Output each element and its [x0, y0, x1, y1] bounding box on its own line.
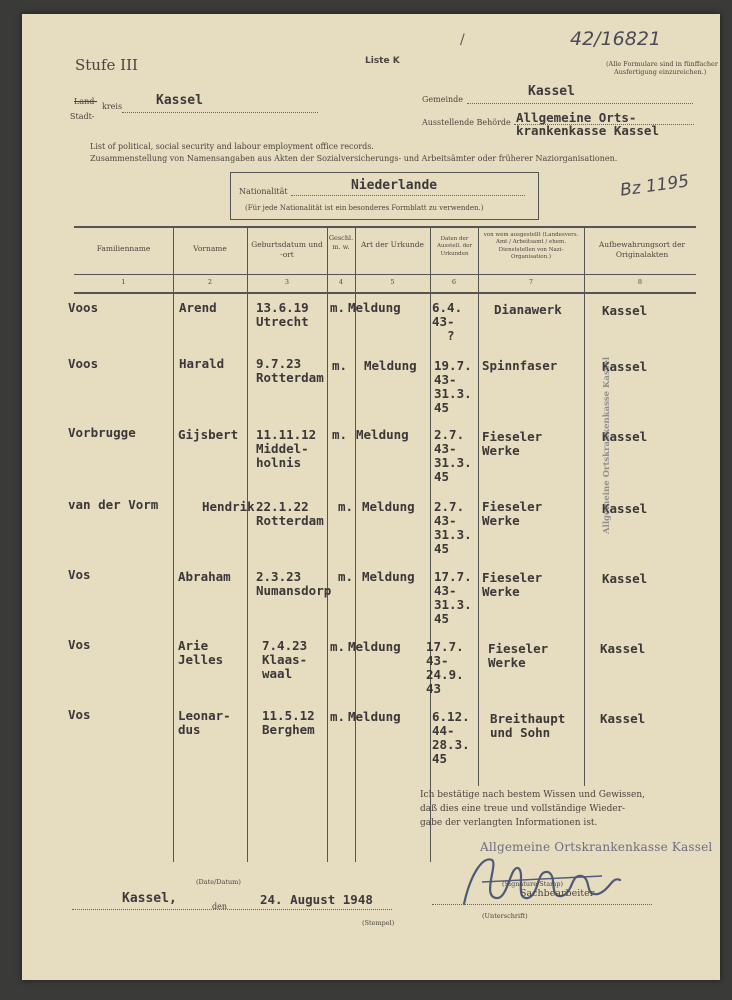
- storage-location: Kassel: [602, 303, 648, 318]
- column-header-7: von wem ausgestellt (Landesvers. Amt / Arbeitsamt / ehem. Dienststellen von Nazi-Organisation.): [483, 232, 579, 261]
- column-rule-5: [430, 226, 431, 862]
- birth-info: 2.3.23 Numansdorp: [256, 569, 332, 598]
- liste-label: Liste K: [365, 56, 400, 66]
- column-number-5: 5: [390, 278, 395, 286]
- table-header-rule: [74, 292, 696, 294]
- table-top-rule: [74, 226, 696, 228]
- column-header-8: Aufbewahrungsort der Originalakten: [598, 240, 686, 260]
- behoerde-dotted-line: [514, 124, 694, 125]
- given-name: Hendrik: [202, 499, 255, 514]
- column-number-1: 1: [121, 278, 126, 286]
- sex: m.: [332, 358, 348, 373]
- document-dates: 6.4. 43- ?: [432, 300, 463, 343]
- given-name: Arie Jelles: [178, 638, 224, 667]
- intro-german: Zusammenstellung von Namensangaben aus Akten der Sozialversicherungs- und Arbeitsämter oder früherer Naziorganisationen.: [90, 154, 618, 163]
- issuer: Dianawerk: [494, 302, 562, 317]
- sex: m.: [330, 639, 346, 654]
- family-name: Voos: [68, 356, 99, 371]
- nationality-value: Niederlande: [351, 178, 438, 193]
- behoerde-label: Ausstellende Behörde: [422, 118, 511, 127]
- nationality-note: (Für jede Nationalität ist ein besonderes Formblatt zu verwenden.): [245, 204, 484, 212]
- birth-info: 13.6.19 Utrecht: [256, 300, 309, 329]
- family-name: Voos: [68, 300, 99, 315]
- document-dates: 19.7. 43- 31.3. 45: [434, 358, 472, 415]
- document-type: Meldung: [362, 569, 415, 584]
- column-number-4: 4: [338, 278, 344, 286]
- document-dates: 2.7. 43- 31.3. 45: [434, 427, 472, 484]
- kreis-dotted-line: [122, 112, 318, 113]
- column-number-6: 6: [451, 278, 457, 286]
- column-rule-2: [247, 226, 248, 862]
- column-header-2: Vorname: [193, 244, 227, 253]
- column-number-8: 8: [637, 278, 643, 286]
- signature-dotted-line: [432, 904, 652, 905]
- unterschrift-label: (Unterschrift): [482, 912, 528, 920]
- column-number-3: 3: [284, 278, 290, 286]
- birth-info: 11.11.12 Middel- holnis: [256, 427, 317, 470]
- nationality-box: [230, 172, 539, 220]
- document-type: Meldung: [356, 427, 409, 442]
- stadt-label: Stadt-: [70, 112, 95, 121]
- certification-line-1: Ich bestätige nach bestem Wissen und Gewissen,: [420, 790, 646, 800]
- gemeinde-label: Gemeinde: [422, 95, 464, 104]
- column-header-6: Daten der Ausstell. der Urkunden: [436, 236, 473, 257]
- footer-den: den: [212, 902, 228, 911]
- document-dates: 6.12. 44- 28.3. 45: [432, 709, 470, 766]
- nationality-label: Nationalität: [239, 187, 288, 196]
- behoerde-value-1: Allgemeine Orts-: [516, 110, 637, 125]
- kreis-label: kreis: [102, 102, 123, 111]
- given-name: Harald: [179, 356, 225, 371]
- document-type: Meldung: [348, 709, 401, 724]
- table-number-rule: [74, 274, 696, 275]
- archive-number: 42/16821: [570, 28, 662, 50]
- document-dates: 17.7. 43- 24.9. 43: [426, 639, 464, 696]
- family-name: Vos: [68, 707, 91, 722]
- nationality-dotted-line: [291, 195, 525, 196]
- column-header-5: Art der Urkunde: [361, 240, 424, 249]
- issuer: Fieseler Werke: [488, 641, 549, 670]
- copies-note-2: Ausfertigung einzureichen.): [614, 68, 707, 76]
- date-label: (Date/Datum): [196, 878, 241, 886]
- sachbearbeiter-label: Sachbearbeiter: [520, 888, 595, 899]
- vertical-stamp: Allgemeine Ortskrankenkasse Kassel: [602, 356, 612, 534]
- birth-info: 22.1.22 Rotterdam: [256, 499, 324, 528]
- organization-stamp: Allgemeine Ortskrankenkasse Kassel: [480, 840, 713, 854]
- family-name: Vos: [68, 637, 91, 652]
- family-name: van der Vorm: [68, 497, 159, 512]
- certification-line-2: daß dies eine treue und vollständige Wieder-: [420, 804, 626, 814]
- gemeinde-value: Kassel: [528, 84, 575, 99]
- certification-line-3: gabe der verlangten Informationen ist.: [420, 818, 598, 828]
- document-type: Meldung: [348, 300, 401, 315]
- sex: m.: [330, 300, 346, 315]
- sex: m.: [338, 499, 354, 514]
- document-dates: 2.7. 43- 31.3. 45: [434, 499, 472, 556]
- handwritten-mark: Bz 1195: [618, 171, 691, 201]
- given-name: Abraham: [178, 569, 231, 584]
- footer-dotted-line: [72, 909, 392, 910]
- footer-place: Kassel,: [122, 891, 177, 906]
- column-header-1: Familienname: [96, 244, 151, 253]
- copies-note-1: (Alle Formulare sind in fünffacher: [606, 60, 719, 68]
- document-dates: 17.7. 43- 31.3. 45: [434, 569, 472, 626]
- column-number-2: 2: [207, 278, 213, 286]
- land-label: Land-: [74, 97, 98, 106]
- behoerde-value-2: krankenkasse Kassel: [516, 123, 659, 138]
- document-type: Meldung: [362, 499, 415, 514]
- document-type: Meldung: [348, 639, 401, 654]
- storage-location: Kassel: [602, 571, 648, 586]
- footer-date: 24. August 1948: [260, 892, 373, 907]
- column-rule-7: [584, 226, 585, 786]
- storage-location: Kassel: [600, 641, 646, 656]
- kreis-value: Kassel: [156, 93, 203, 108]
- column-rule-1: [173, 226, 174, 862]
- sex: m.: [338, 569, 354, 584]
- birth-info: 11.5.12 Berghem: [262, 708, 315, 737]
- issuer: Fieseler Werke: [482, 570, 543, 599]
- column-rule-6: [478, 226, 479, 786]
- issuer: Fieseler Werke: [482, 499, 543, 528]
- family-name: Vorbrugge: [68, 425, 136, 440]
- family-name: Vos: [68, 567, 91, 582]
- given-name: Leonar- dus: [178, 708, 231, 737]
- pencil-mark: /: [460, 32, 465, 48]
- given-name: Arend: [179, 300, 217, 315]
- issuer: Breithaupt und Sohn: [490, 711, 566, 740]
- stempel-label: (Stempel): [362, 919, 395, 927]
- storage-location: Kassel: [602, 501, 648, 516]
- stufe-label: Stufe III: [75, 56, 138, 74]
- sex: m.: [332, 427, 348, 442]
- column-rule-4: [355, 226, 356, 862]
- birth-info: 9.7.23 Rotterdam: [256, 356, 324, 385]
- document-page: [22, 14, 720, 980]
- birth-info: 7.4.23 Klaas- waal: [262, 638, 308, 681]
- intro-english: List of political, social security and labour employment office records.: [90, 142, 374, 151]
- column-number-7: 7: [528, 278, 534, 286]
- gemeinde-dotted-line: [467, 103, 693, 104]
- sex: m.: [330, 709, 346, 724]
- document-type: Meldung: [364, 358, 417, 373]
- given-name: Gijsbert: [178, 427, 239, 442]
- issuer: Spinnfaser: [482, 358, 558, 373]
- column-header-3: Geburtsdatum und -ort: [251, 240, 323, 260]
- issuer: Fieseler Werke: [482, 429, 543, 458]
- storage-location: Kassel: [602, 359, 648, 374]
- storage-location: Kassel: [600, 711, 646, 726]
- column-rule-3: [327, 226, 328, 862]
- column-header-4: Geschl. m. w.: [328, 234, 354, 251]
- storage-location: Kassel: [602, 429, 648, 444]
- signature-label: (Signature/Stamp): [502, 880, 564, 888]
